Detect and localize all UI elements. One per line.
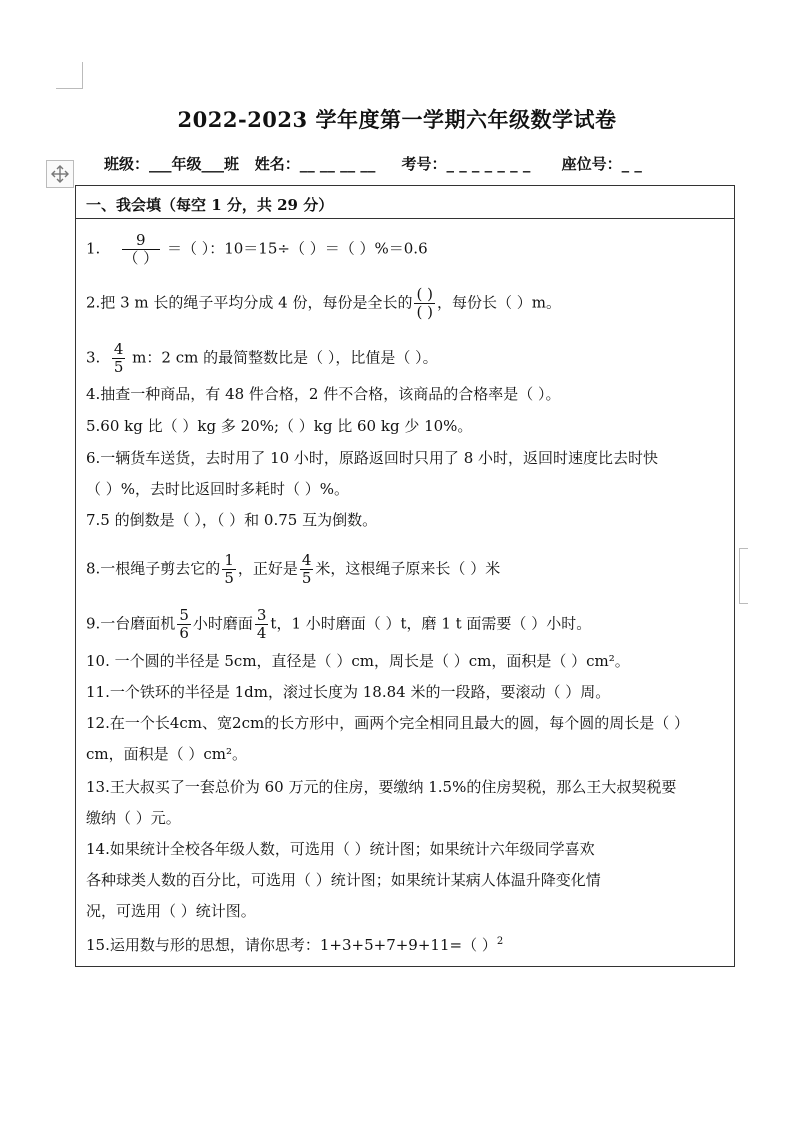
move-handle-icon[interactable] [46,160,74,188]
question-4: 4.抽查一种商品，有 48 件合格，2 件不合格，该商品的合格率是（ ）。 [86,385,561,403]
question-15 [86,932,503,955]
q1-text: ＝（ ）：10＝15÷（ ）＝（ ）%＝0.6 [166,239,428,258]
question-14-line-2: 各种球类人数的百分比，可选用（ ）统计图；如果统计某病人体温升降变化情 [86,871,601,889]
exam-number-field[interactable]: 考号：_ _ _ _ _ _ _ [401,155,531,173]
q15-exponent: 2 [496,936,504,947]
class-field[interactable]: 班级：___年级___班 [104,155,240,173]
q3-text: m：2 cm 的最简整数比是（ ），比值是（ ）。 [127,348,438,367]
q2-frac-numerator: ( ) [416,285,433,303]
q9-frac2-denominator: 4 [256,624,267,642]
q2-text: 2.把 3 m 长的绳子平均分成 4 份，每份是全长的 [86,293,413,312]
question-7: 7.5 的倒数是（ ），（ ）和 0.75 互为倒数。 [86,511,378,529]
page-title: 2022-2023 学年度第一学期六年级数学试卷 [177,107,617,132]
question-table [75,185,735,967]
q9-frac1-numerator: 5 [179,606,189,624]
section-heading: 一、我会填（每空 1 分，共 29 分） [76,186,734,219]
student-info-row [104,153,642,174]
question-6-line-2: （ ）%，去时比返回时多耗时（ ）%。 [86,480,350,498]
q8-frac2-numerator: 4 [301,551,312,569]
q9-fraction-1 [177,607,191,642]
side-scroll-tab[interactable] [739,548,748,604]
q1-frac-denominator: （ ） [123,249,159,267]
page-corner-mark [56,62,83,89]
q8-fraction-2 [300,552,314,587]
question-6-line-1: 6.一辆货车送货，去时用了 10 小时，原路返回时只用了 8 小时，返回时速度比去时快 [86,449,659,467]
q1-number: 1. [86,239,101,258]
question-5: 5.60 kg 比（ ）kg 多 20%;（ ）kg 比 60 kg 少 10%。 [86,417,473,435]
q3-frac-denominator: 5 [113,358,124,376]
q8-text-a: 8.一根绳子剪去它的 [86,559,221,578]
q2-text-rest: ，每份长（ ）m。 [436,293,561,312]
question-12-line-1: 12.在一个长4cm、宽2cm的长方形中，画两个完全相同且最大的圆，每个圆的周长是（ ） [86,714,689,732]
question-13-line-1: 13.王大叔买了一套总价为 60 万元的住房，要缴纳 1.5%的住房契税，那么王大叔契税要 [86,778,677,796]
q9-frac1-denominator: 6 [179,624,189,642]
q8-frac1-denominator: 5 [224,569,234,587]
seat-number-field[interactable]: 座位号：_ _ [561,155,642,173]
q8-frac1-numerator: 1 [224,551,234,569]
q1-fraction [121,232,160,267]
q9-text-a: 9.一台磨面机 [86,614,176,633]
question-11: 11.一个铁环的半径是 1dm，滚过长度为 18.84 米的一段路，要滚动（ ）周。 [86,683,611,701]
question-2 [86,286,561,321]
q8-text-b: ，正好是 [237,559,298,578]
question-13-line-2: 缴纳（ ）元。 [86,809,181,827]
q3-number: 3. [86,348,101,367]
question-1 [86,232,428,267]
question-3 [86,341,438,376]
q9-frac2-numerator: 3 [256,606,267,624]
question-14-line-3: 况，可选用（ ）统计图。 [86,902,256,920]
q8-fraction-1 [222,552,236,587]
q8-text-c: 米，这根绳子原来长（ ）米 [315,559,501,578]
q3-frac-numerator: 4 [113,340,124,358]
q2-frac-denominator: ( ) [416,303,433,321]
q1-frac-numerator: 9 [122,232,160,250]
q2-fraction [414,286,434,321]
q3-fraction [112,341,126,376]
name-field[interactable]: 姓名：__ __ __ __ [254,155,376,173]
question-14-line-1: 14.如果统计全校各年级人数，可选用（ ）统计图；如果统计六年级同学喜欢 [86,840,595,858]
q9-text-b: 小时磨面 [192,614,253,633]
question-12-line-2: cm，面积是（ ）cm²。 [86,745,248,763]
q15-text: 15.运用数与形的思想，请你思考：1+3+5+7+9+11=（ ） [86,936,497,954]
q9-fraction-2 [255,607,269,642]
question-8 [86,552,500,587]
q9-text-c: t，1 小时磨面（ ）t，磨 1 t 面需要（ ）小时。 [270,614,592,633]
q8-frac2-denominator: 5 [301,569,312,587]
question-10: 10. 一个圆的半径是 5cm，直径是（ ）cm，周长是（ ）cm，面积是（ ）cm²。 [86,652,630,670]
question-9 [86,607,591,642]
